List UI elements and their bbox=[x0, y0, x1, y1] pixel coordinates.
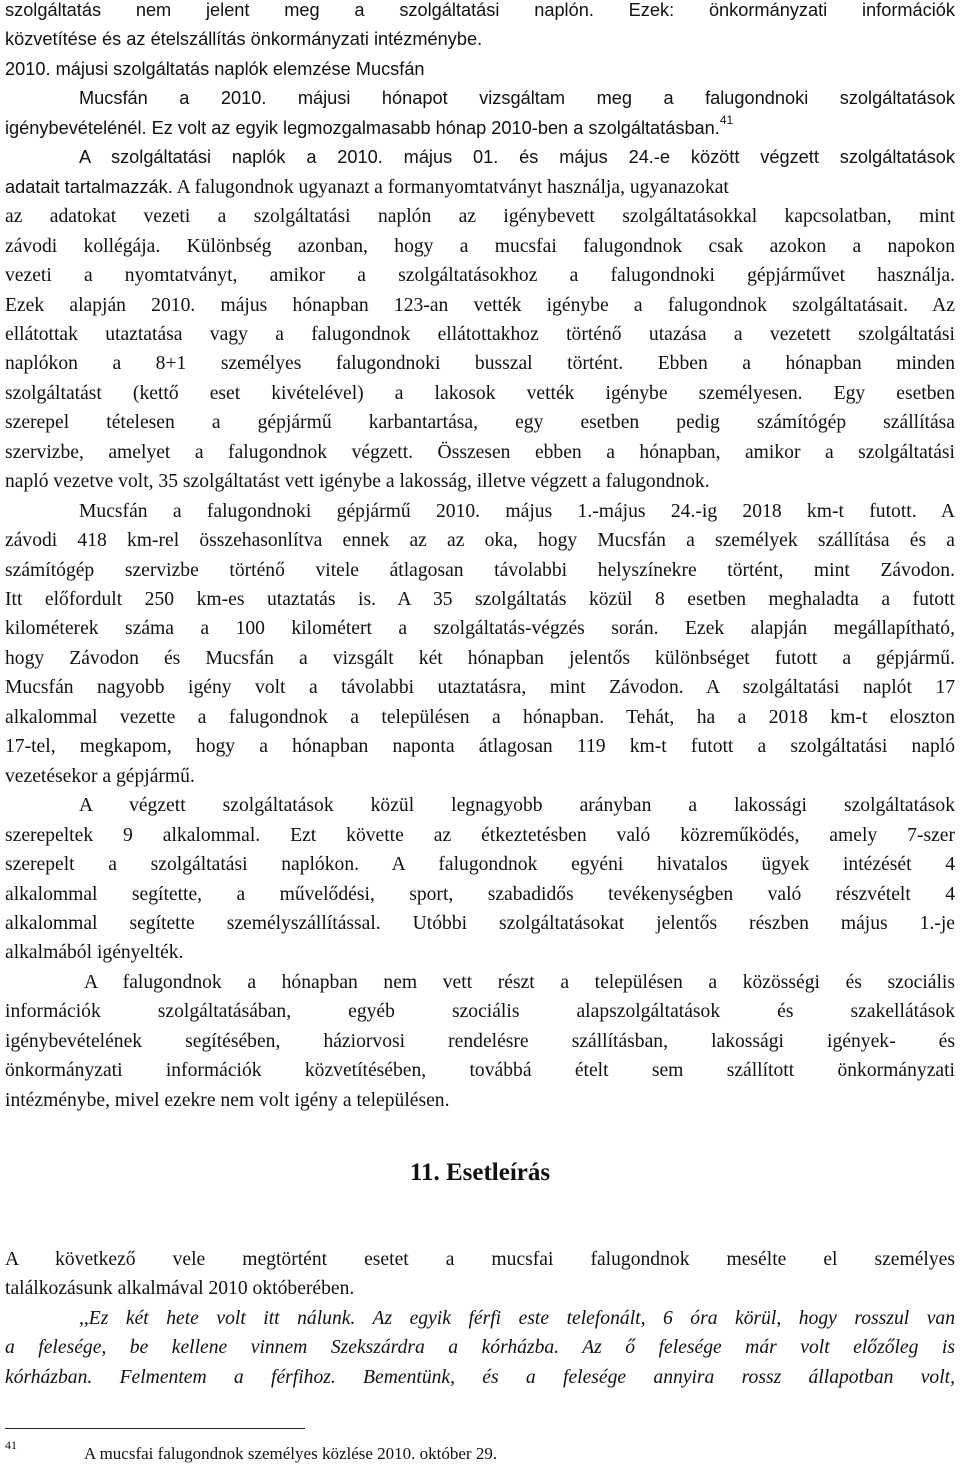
text-line bbox=[5, 467, 955, 496]
text-line-content: találkozásunk alkalmával 2010 októberében. bbox=[5, 1278, 355, 1300]
text-line-content: adatait tartalmazzák. bbox=[5, 176, 173, 197]
text-line bbox=[5, 173, 955, 202]
text-line bbox=[5, 1056, 955, 1085]
text-line-content: Itt előfordult 250 km-es utaztatás is. A 35 szolgáltatás közül 8 esetben meghaladta a futott bbox=[5, 589, 955, 610]
text-line-content: igénybevételének segítésében, háziorvosi rendelésre szállításban, lakossági igények- és bbox=[5, 1030, 955, 1052]
text-line-content: számítógép szervizbe történő vitele átlagosan távolabbi helyszínekre történt, mint Závodon. bbox=[5, 559, 955, 581]
text-line bbox=[79, 497, 955, 526]
text-line bbox=[5, 202, 955, 231]
text-line-content: závodi kollégája. Különbség azonban, hogy a mucsfai falugondnok csak azokon a napokon bbox=[5, 235, 955, 257]
text-line-content: vezeti a nyomtatványt, amikor a szolgáltatásokhoz a falugondnoki gépjárművet használja. bbox=[5, 265, 955, 287]
text-line bbox=[5, 379, 955, 408]
text-line-content: szervizbe, amelyet a falugondnok végzett. Összesen ebben a hónapban, amikor a szolgáltatási bbox=[5, 441, 955, 463]
text-line-content: hogy Závodon és Mucsfán a vizsgált két hónapban jelentős különbséget futott a gépjármű. bbox=[5, 647, 955, 669]
text-line-content: alkalommal vezette a falugondnok a településen a hónapban. Tehát, ha a 2018 km-t eloszton bbox=[5, 706, 955, 728]
footnote-text: A mucsfai falugondnok személyes közlése 2010. október 29. bbox=[84, 1444, 498, 1463]
text-line bbox=[5, 526, 955, 555]
text-line bbox=[5, 232, 955, 261]
text-line bbox=[5, 1245, 955, 1274]
text-line bbox=[79, 143, 955, 172]
text-line bbox=[5, 1363, 955, 1392]
text-line-content: kórházban. Felmentem a férfihoz. Bementünk, és a felesége annyira rossz állapotban volt, bbox=[5, 1366, 955, 1388]
footnote-reference: 41 bbox=[719, 112, 734, 127]
text-line-content: závodi 418 km-rel összehasonlítva ennek az az oka, hogy Mucsfán a személyek szállítása és a bbox=[5, 530, 955, 552]
text-line bbox=[5, 408, 955, 437]
text-line bbox=[5, 1086, 955, 1115]
text-line bbox=[5, 703, 955, 732]
text-line bbox=[5, 850, 955, 879]
text-line-content: szerepel tételesen a gépjármű karbantartása, egy esetben pedig számítógép szállítása bbox=[5, 412, 955, 434]
text-line bbox=[5, 997, 955, 1026]
text-line bbox=[79, 791, 955, 820]
text-line-content: a felesége, be kellene vinnem Szekszárdra a kórházba. Az ő felesége már volt előzőleg is bbox=[5, 1337, 955, 1359]
text-line-content: információk szolgáltatásában, egyéb szociális alapszolgáltatások és szakellátások bbox=[5, 1001, 955, 1023]
text-line bbox=[5, 1027, 955, 1056]
text-line-content: az adatokat vezeti a szolgáltatási naplón az igénybevett szolgáltatásokkal kapcsolatban, mint bbox=[5, 206, 955, 228]
text-line bbox=[5, 614, 955, 643]
text-line-content: Mucsfán a 2010. májusi hónapot vizsgáltam meg a falugondnoki szolgáltatások bbox=[79, 88, 955, 109]
text-line bbox=[5, 644, 955, 673]
text-line-content: alkalommal segítette, a művelődési, sport, szabadidős tevékenységben való részvételt 4 bbox=[5, 883, 955, 905]
text-line bbox=[5, 349, 955, 378]
text-line bbox=[79, 1304, 955, 1333]
text-line bbox=[5, 909, 955, 938]
text-line bbox=[5, 291, 955, 320]
text-line-content: Ezek alapján 2010. május hónapban 123-an vették igénybe a falugondnok szolgáltatásait. Az bbox=[5, 294, 955, 316]
text-line bbox=[84, 968, 955, 997]
text-line bbox=[5, 438, 955, 467]
text-line-content: 17-tel, megkapom, hogy a hónapban naponta átlagosan 119 km-t futott a szolgáltatási napló bbox=[5, 736, 955, 758]
text-line-content: A végzett szolgáltatások közül legnagyobb arányban a lakossági szolgáltatások bbox=[79, 795, 955, 817]
text-line bbox=[5, 1274, 955, 1303]
section-heading: 11. Esetleírás bbox=[409, 1159, 551, 1186]
text-line bbox=[5, 320, 955, 349]
text-line bbox=[5, 55, 955, 84]
text-line-content: A falugondnok a hónapban nem vett részt a településen a közösségi és szociális bbox=[84, 971, 955, 993]
text-line bbox=[5, 938, 955, 967]
text-line-content: szolgáltatást (kettő eset kivételével) a lakosok vették igénybe személyesen. Egy esetben bbox=[5, 382, 955, 404]
text-line bbox=[5, 732, 955, 761]
text-line-content: A következő vele megtörtént esetet a mucsfai falugondnok mesélte el személyes bbox=[5, 1249, 955, 1270]
text-line bbox=[5, 762, 955, 791]
text-line-content: igénybevételénél. Ez volt az egyik legmozgalmasabb hónap 2010-ben a szolgáltatásban. bbox=[5, 117, 720, 138]
text-line-continuation: A falugondnok ugyanazt a formanyomtatványt használja, ugyanazokat bbox=[172, 176, 729, 198]
text-line-content: vezetésekor a gépjármű. bbox=[5, 765, 195, 787]
text-line-content: szolgáltatás nem jelent meg a szolgáltatási naplón. Ezek: önkormányzati információk bbox=[5, 0, 955, 20]
text-line-content: közvetítése és az ételszállítás önkormányzati intézménybe. bbox=[5, 29, 483, 50]
text-line bbox=[5, 673, 955, 702]
text-line bbox=[5, 585, 955, 614]
text-line-content: alkalommal segítette személyszállítással. Utóbbi szolgáltatásokat jelentős részben május 1.-je bbox=[5, 912, 955, 934]
text-line bbox=[5, 25, 955, 54]
text-line-content: önkormányzati információk közvetítésében, továbbá ételt sem szállított önkormányzati bbox=[5, 1060, 955, 1082]
text-line-content: szerepeltek 9 alkalommal. Ezt követte az étkeztetésben való közreműködés, amely 7-szer bbox=[5, 824, 955, 846]
text-line-content: napló vezetve volt, 35 szolgáltatást vett igénybe a lakosság, illetve végzett a falugondnok. bbox=[5, 471, 710, 493]
text-line-content: alkalmából igényelték. bbox=[5, 942, 184, 964]
text-line bbox=[5, 261, 955, 290]
text-line-content: intézménybe, mivel ezekre nem volt igény a településen. bbox=[5, 1089, 450, 1111]
footnote-separator bbox=[5, 1428, 305, 1429]
text-line-content: 2010. májusi szolgáltatás naplók elemzése Mucsfán bbox=[5, 58, 425, 79]
text-line-content: naplókon a 8+1 személyes falugondnoki busszal történt. Ebben a hónapban minden bbox=[5, 353, 955, 375]
text-line-content: ,,Ez két hete volt itt nálunk. Az egyik férfi este telefonált, 6 óra körül, hogy rosszul van bbox=[79, 1307, 955, 1329]
text-line bbox=[5, 0, 955, 25]
footnote-number: 41 bbox=[5, 1438, 17, 1452]
text-line-content: kilométerek száma a 100 kilométert a szolgáltatás-végzés során. Ezek alapján megállapítható, bbox=[5, 618, 955, 640]
text-line bbox=[79, 84, 955, 113]
text-line bbox=[5, 880, 955, 909]
text-line-content: ellátottak utaztatása vagy a falugondnok ellátottakhoz történő utazása a vezetett szolgáltatási bbox=[5, 323, 955, 345]
text-line bbox=[5, 1333, 955, 1362]
text-line-content: Mucsfán a falugondnoki gépjármű 2010. május 1.-május 24.-ig 2018 km-t futott. A bbox=[79, 500, 955, 522]
text-line-content: szerepelt a szolgáltatási naplókon. A falugondnok egyéni hivatalos ügyek intézését 4 bbox=[5, 854, 955, 876]
text-line-content: A szolgáltatási naplók a 2010. május 01. és május 24.-e között végzett szolgáltatások bbox=[79, 147, 955, 168]
text-line bbox=[5, 556, 955, 585]
text-line bbox=[5, 821, 955, 850]
text-line bbox=[5, 114, 955, 143]
text-line-content: Mucsfán nagyobb igény volt a távolabbi utaztatásra, mint Závodon. A szolgáltatási naplót 17 bbox=[5, 677, 955, 699]
